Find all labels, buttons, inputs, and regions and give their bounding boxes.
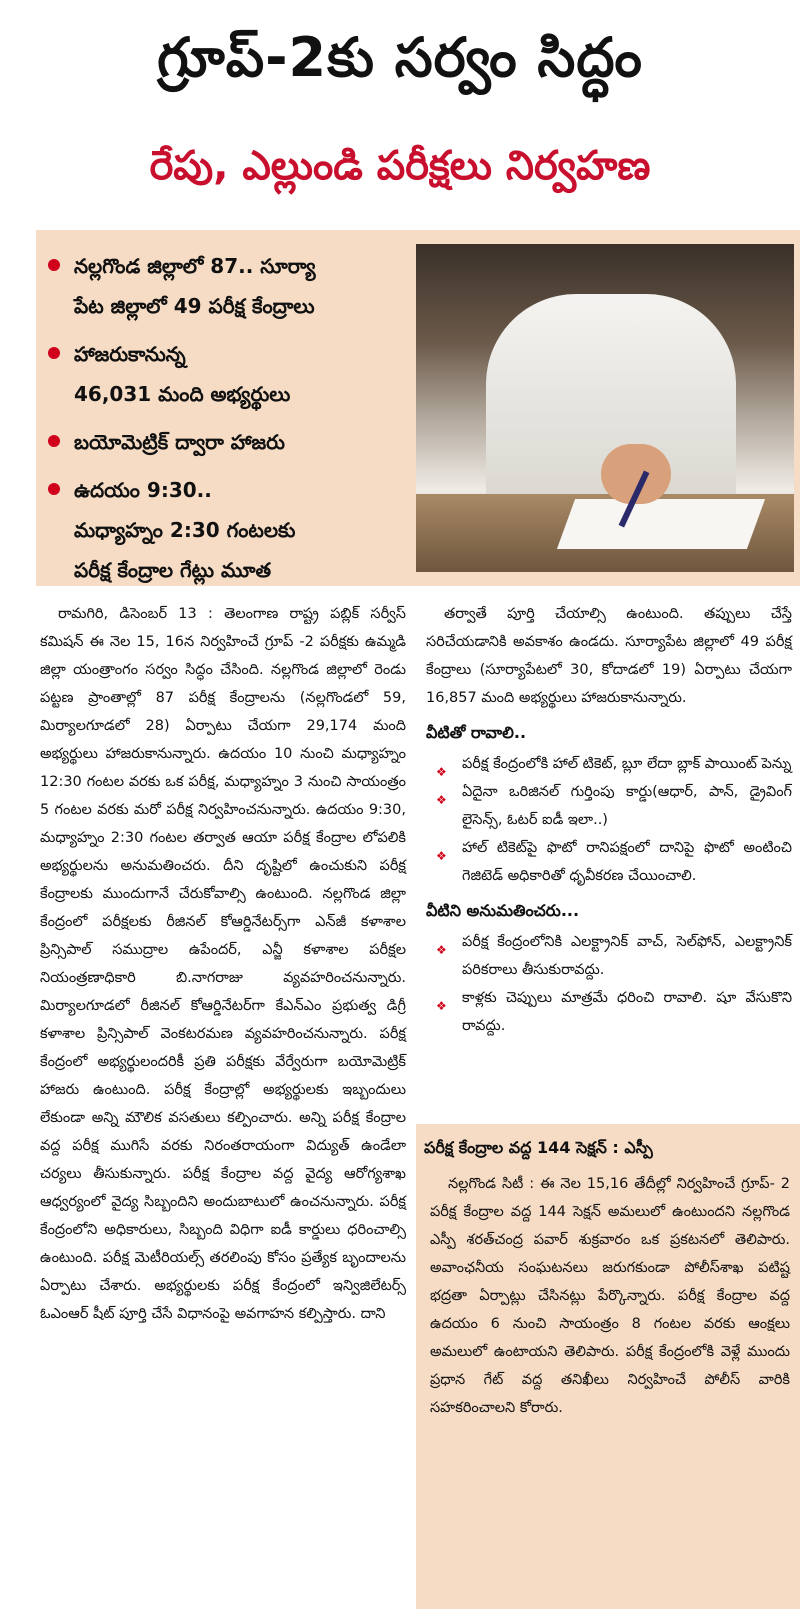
highlight-item (48, 246, 418, 326)
highlight-line: నల్లగొండ జిల్లాలో 87.. సూర్యా (74, 254, 316, 278)
bring-section-heading: వీటితో రావాలి.. (426, 723, 527, 742)
list-item (426, 778, 792, 834)
list-item-text: ఏదైనా ఒరిజినల్ గుర్తింపు కార్డు(ఆధార్, పాన్, డ్రైవింగ్ లైసెన్స్, ఓటర్ ఐడీ ఇలా..) (462, 784, 792, 828)
list-item (426, 750, 792, 778)
list-item-text: పరీక్ష కేంద్రంలోనికి ఎలక్ట్రానిక్ వాచ్, సెల్‌ఫోన్, ఎలక్ట్రానిక్ పరికరాలు తీసుకురావద్దు. (462, 934, 792, 978)
highlight-line: 46,031 మంది అభ్యర్థులు (74, 382, 291, 406)
highlight-line: పేట జిల్లాలో 49 పరీక్ష కేంద్రాలు (74, 294, 315, 318)
headline: గ్రూప్-2కు సర్వం సిద్ధం (157, 26, 643, 89)
bullet-dot-icon (48, 347, 60, 359)
highlight-line: బయోమెట్రిక్ ద్వారా హాజరు (74, 430, 285, 454)
sidebar-body (430, 1170, 790, 1422)
bullet-dot-icon (48, 435, 60, 447)
diamond-icon: ❖ (436, 765, 447, 779)
highlight-list (48, 246, 418, 598)
list-item-text: హాల్ టికెట్‌పై ఫొటో రానిపక్షంలో దానిపై ఫొటో అంటించి గెజిటెడ్ అధికారితో ధృవీకరణ చేయించాలి. (462, 840, 792, 884)
highlight-line: మధ్యాహ్నం 2:30 గంటలకు (74, 518, 296, 542)
article-body-left: రామగిరి, డిసెంబర్ 13 : తెలంగాణ రాష్ట్ర పబ్లిక్ సర్వీస్ కమిషన్ ఈ నెల 15, 16న నిర్వహించే గ్రూప్ -2 పరీక్షకు ఉమ్మడి జిల్లా యంత్రాంగం సర్వం సిద్ధం చేసింది. నల్లగొండ జిల్లాలో రెండు పట్టణ ప్రాంతాల్లో 87 పరీక్ష కేంద్రాలను (నల్లగొండలో 59, మిర్యాలగూడలో 28) ఏర్పాటు చేయగా 29,174 మంది అభ్యర్థులు హాజరుకానున్నారు. ఉదయం 10 నుంచి మధ్యాహ్నం 12:30 గంటల వరకు ఒక పరీక్ష, మధ్యాహ్నం 3 నుంచి సాయంత్రం 5 గంటల వరకు మరో పరీక్ష నిర్వహించనున్నారు. ఉదయం 9:30, మధ్యాహ్నం 2:30 గంటల తర్వాత ఆయా పరీక్ష కేంద్రాల లోపలికి అభ్యర్థులను అనుమతించరు. దీని దృష్టిలో ఉంచుకుని పరీక్ష కేంద్రాలకు ముందుగానే చేరుకోవాల్సి ఉంటుంది. నల్లగొండ జిల్లా కేంద్రంలో పరీక్షలకు రీజినల్ కోఆర్డినేటర్స్‌గా ఎన్‌జీ కళాశాల ప్రిన్సిపాల్ సముద్రాల ఉపేందర్, ఎన్జీ కళాశాల పరీక్షల నియంత్రణాధికారి బి.నాగరాజు వ్యవహరించనున్నారు. మిర్యాలగూడలో రీజినల్ కోఆర్డినేటర్‌గా కేఎన్ఎం ప్రభుత్వ డిగ్రీ కళాశాల ప్రిన్సిపాల్ వెంకటరమణ వ్యవహరించనున్నారు. పరీక్ష కేంద్రంలో అభ్యర్థులందరికీ ప్రతి పరీక్షకు వేర్వేరుగా బయోమెట్రిక్ హాజరు ఉంటుంది. పరీక్ష కేంద్రాల్లో అభ్యర్థులకు ఇబ్బందులు లేకుండా అన్ని మౌలిక వసతులు కల్పించారు. అన్ని పరీక్ష కేంద్రాల వద్ద పరీక్ష ముగిసే వరకు నిరంతరాయంగా విద్యుత్ ఉండేలా చర్యలు తీసుకున్నారు. పరీక్ష కేంద్రాల వద్ద వైద్య ఆరోగ్యశాఖ ఆధ్వర్యంలో వైద్య సిబ్బందిని అందుబాటులో ఉంచనున్నారు. పరీక్ష కేంద్రంలోని అధికారులు, సిబ్బంది విధిగా ఐడీ కార్డులు ధరించాల్సి ఉంటుంది. పరీక్ష మెటీరియల్స్ తరలింపు కోసం ప్రత్యేక బృందాలను ఏర్పాటు చేశారు. అభ్యర్థులకు పరీక్ష కేంద్రంలో ఇన్విజిలేటర్స్ ఓఎంఆర్ షీట్ పూర్తి చేసే విధానంపై అవగాహన కల్పిస్తారు. దాని (40, 606, 406, 1322)
sidebar-title: పరీక్ష కేంద్రాల వద్ద 144 సెక్షన్ : ఎస్పీ (424, 1138, 653, 1157)
article-body-right: తర్వాతే పూర్తి చేయాల్సి ఉంటుంది. తప్పులు చేస్తే సరిచేయడానికి అవకాశం ఉండదు. సూర్యాపేట జిల్లాలో 49 పరీక్ష కేంద్రాలు (సూర్యాపేటలో 30, కోదాడలో 19) ఏర్పాటు చేయగా 16,857 మంది అభ్యర్థులు హాజరుకానున్నారు. (426, 606, 792, 706)
highlight-line: హాజరుకానున్న (74, 342, 186, 366)
list-item (426, 928, 792, 984)
list-item-text: కాళ్లకు చెప్పులు మాత్రమే ధరించి రావాలి. షూ వేసుకొని రావద్దు. (462, 990, 792, 1034)
list-item (426, 834, 792, 890)
highlight-line: పరీక్ష కేంద్రాల గేట్లు మూత (74, 558, 272, 582)
bullet-dot-icon (48, 483, 60, 495)
subheadline: రేపు, ఎల్లుండి పరీక్షలు నిర్వహణ (149, 143, 651, 189)
highlight-line: ఉదయం 9:30.. (74, 478, 212, 502)
exam-student-photo (416, 244, 794, 572)
diamond-icon: ❖ (436, 849, 447, 863)
diamond-icon: ❖ (436, 793, 447, 807)
diamond-icon: ❖ (436, 999, 447, 1013)
list-item-text: పరీక్ష కేంద్రంలోకి హాల్ టికెట్, బ్లూ లేదా బ్లాక్ పాయింట్ పెన్ను (462, 756, 792, 772)
bullet-dot-icon (48, 259, 60, 271)
photo-paper-shape (557, 499, 765, 549)
list-item (426, 984, 792, 1040)
highlight-item (48, 470, 418, 590)
article-column-left (40, 600, 406, 1328)
highlight-item (48, 334, 418, 414)
not-allowed-section-heading: వీటిని అనుమతించరు... (426, 901, 580, 920)
diamond-icon: ❖ (436, 943, 447, 957)
sidebar-paragraph: నల్లగొండ సిటీ : ఈ నెల 15,16 తేదీల్లో నిర్వహించే గ్రూప్- 2 పరీక్ష కేంద్రాల వద్ద 144 సెక్షన్ అమలులో ఉంటుందని నల్లగొండ ఎస్పీ శరత్‌చంద్ర పవార్ శుక్రవారం ఒక ప్రకటనలో తెలిపారు. అవాంఛనీయ సంఘటనలు జరుగకుండా పోలీస్‌శాఖ పటిష్ట భద్రతా ఏర్పాట్లు చేసినట్లు పేర్కొన్నారు. పరీక్ష కేంద్రాల వద్ద ఉదయం 6 నుంచి సాయంత్రం 8 గంటల వరకు ఆంక్షలు అమలులో ఉంటాయని తెలిపారు. పరీక్ష కేంద్రంలోకి వెళ్లే ముందు ప్రధాన గేట్ వద్ద తనిఖీలు నిర్వహించే పోలీస్ వారికి సహకరించాలని కోరారు. (430, 1176, 790, 1416)
article-column-right (426, 600, 792, 1040)
highlight-item (48, 422, 418, 462)
